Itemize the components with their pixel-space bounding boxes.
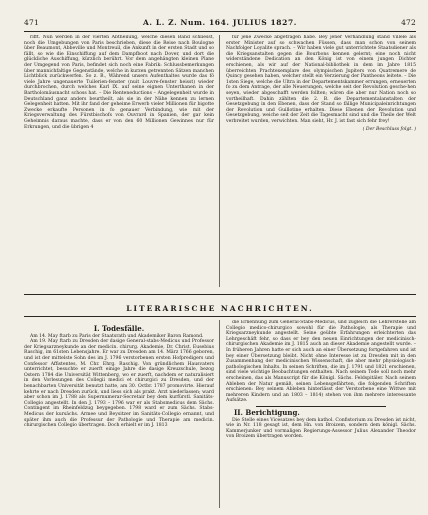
- notices-column-left: [24, 320, 214, 508]
- journal-title: A. L. Z. Num. 164. JULIUS 1827.: [143, 18, 297, 27]
- article-text-left: rifft. Nun werden in der vierten Abtheilung, welche diesen Band schliesst, noch die Umgebungen von Paris beschrieben, diese die Reise nach Boulogne über Beaumont, Abbeville und Montreuil, die Ankunft in der ersten Stadt und so fällt, so wie die Einschiffung auf dem Dampfboot nach Dover, und dort die glückliche Auschiffung, kürzlich berührt. Vor dem angehängten kleinen Plane der Umgegend von Paris, befindet sich noch eine Fabrik: Schlussbemerkungen über mannichfaltige Gegenstände, welche in kurzen getrennten Sätzen manchen Lichtblick zurückwerfen. So z. B., Während unsers Aufenthaltes wurde das fö viele Jahre ungenauerte Tuilerien-fenster (nuit Louvre-fenster heisst) wieder durchbrochen, durch welches Karl IX. auf seine eignen Unterthanen in der Bartholomäusnacht schoss hat. – Die Renteneductions – Angelegenheit wurde in Deutschland ganz anders beurtheilt, als sie in der Nähe kennen zu lernen Gelegenheit hatten. Mit ihr fand der geheime Erwerb vieler Millionen für bigotte Zwecke erkaufte Personen in fo genauer Verbindung, wie mit der Kriegsverwaltung des Fürstbischofs von Ouvrard in Spanien, der gar kein Geheimnis daraus machte, dass er von den 60 Millionen Gewinnes nur für Erkrungen, und die übrigen 4: [24, 35, 214, 130]
- section-title: LITERARISCHE NACHRICHTEN.: [126, 304, 314, 313]
- page-header: [24, 18, 416, 30]
- page-number-left: 471: [24, 18, 39, 27]
- header-rule: [24, 31, 416, 32]
- column-divider-bottom: [219, 320, 220, 508]
- article-text-right: für jene Zwecke abgetragen habe. Bey jener Verhandlung stand Villele als erster Minister auf so schwachen Füssen, dass man schon von seinem Nachfolger Loyalite sprach. – Wir haben viele gut unterrichtete Staatsdiener als die Kriegsanstalten gegen die Bourbons kennen gelernt; eine noch nicht widerständene Dedication an den König ist von einem jungen Dichter erschienen, als wir auf der National-bibliothek in dem im Jahre 1815 überreichten Prachtexemplare des olympischen Jupiters von Quatremere de Quincy gesehen haben, welcher stellt ein Verzierung der Pantheons leitete. – Die 1sten Siege, welche die Ultra in der Departementskammer errungen, erneuerten fo zu dem Antrage, der alle Neuerungen, welche seit der Revolution gesche-hen seyen, wieder abgeschafft werden follten; wären die aber nur Nation noch so vortheilhaft. Dahin zählten die 2. B. die Departementalanstalten der Gesetzgebung in den Ebenen, dass der Stand so fällige Municipaleinrichtungen der Revolution und Guillotine erhalten. Diese Ebenen der Revolution und Gesetzgebung, weiche seit der Zeit die Tagesmacht sind und die Theile der Welt verbreitet wurden, verwichten. Man sieht, Hr. J. ist fast sich fehr frey!: [226, 35, 416, 124]
- notices-column-right: [226, 320, 416, 508]
- berichtigung-text: Die Stelle eines Vicesatzes bey dem kathol. Confistorium zu Dresden ist nicht, wie in Nr. 118 gesagt ist, dem Hn. von Broizem, sondern dem königl. Sächs. Kammerjunker und vormaligen Regierungs-Assessor Julius Alexander Theodor von Broizem übertragen worden.: [226, 417, 416, 440]
- death-notice-ramond: Am 14. May ftarb zu Paris der Staatsrath und Akademiker Baron Ramond.: [30, 333, 204, 339]
- berichtigung-heading: II. Berichtigung.: [234, 407, 300, 417]
- continuation-note: ( Der Beschluss folgt. ): [362, 126, 416, 132]
- section-rule-top: [24, 294, 416, 295]
- page-number-right: 472: [401, 18, 416, 27]
- column-divider-top: [219, 35, 220, 287]
- notice-divider: [256, 406, 386, 407]
- death-notice-raschig: Am 19. May ftarb zu Dresden der dasige General-stabs-Medicus und Professor der Kriegsarzneykunde an der medicin. chirurg. Akademie, Dr. Christ. Eusebius Raschig, im 61sten Lebensjahre. Er war zu Dresden am 14. März 1766 geboren, und ist der mittelste Sohn des im J. 1796 verstorbenen ersten Hofpredigers und Confessor Affistentes, M. Chr. Ehrg. Raschig. Von gründlichem Hausvaters unterrichtet, besuchte er zuerft einige Jahre die dasige Kreuzschule, bezog Ostern 1784 die Universität Wittenberg, wo er zuerft, nachdem er naturalisiert in den Vorlesungen des Collegii medici et chirurgici zu Dresden, und der benachbarten Universität benutzt hatte, am 30. Octbr. 1787 promovirte. Hierauf kehrte er nach Dresden zurück, und liess sich als prakt. Arzt niederlassen; ward aber schon im J. 1788 als Supernumerar-Secretair bey dem kurfürstl. Sanitäts-Collegio angestellt. In den J. 1793 – 1796 war er als Stabsmedicus dem Sächs. Contingent im Rheinfeldzug beygegeben. 1798 ward er zum Sächs. Stabs-Medicus der kursächs. Armee und Beysitzer im Sanitäts-Collegio ernannt, und später ihm auch die Professur der Pathologie und Therapie am medicin. chirurgischen Collegio übertragen. Doch erhielt er im J. 1813: [24, 339, 214, 429]
- todesfaelle-heading: I. Todesfälle.: [93, 324, 145, 333]
- death-notice-continued: die Ernennung zum General-Stabs-Medicus, und zugleich die Lehrerstelle am Collegio medico-chirurgico sowohl für die Pathologie, als Therapie und Kriegsarzneykunde angestellt. Seine geübte Erfahrungen erleichterten das Lehrgeschäft fehr, so dass er bey den neuen Einrichtungen der medicinisch-chirurgischen Akademie im J. 1815 auch an dieser Akademie angestellt wurde. – In früheren Jahren hatte er sich auch an einer Übersetzung fortgefahren und ist bey einer Übersetzung bleibt. Nicht ohne Interesse ist zu Dresden mit in den Zusammenhang der medicinischen Wissenschaft, die aber mehr physiologisch-pathologischen Inhalts. In seinen Schriften, die im J. 1791 und 1821 erschienen, sind viele wichtige Beobachtungen enthalten. Nach seinem Tode soll noch mehr erscheinen, das als Manuscript für die Königl. Sächs. Feldspitäler. Nach seinem Ableben der Natur gemäß, seinen Lebensgefährten, die folgenden Schriften erschienen: Bey seinem Ableben hinterlässt der Verstorbene eine Wittwe mit mehreren Kindern und an 1803 – 1814) stehen von ihm mehrere interessante Aufsätze.: [226, 320, 416, 404]
- article-column-left: [24, 35, 214, 287]
- section-rule-bottom: [24, 316, 416, 317]
- article-column-right: [226, 35, 416, 287]
